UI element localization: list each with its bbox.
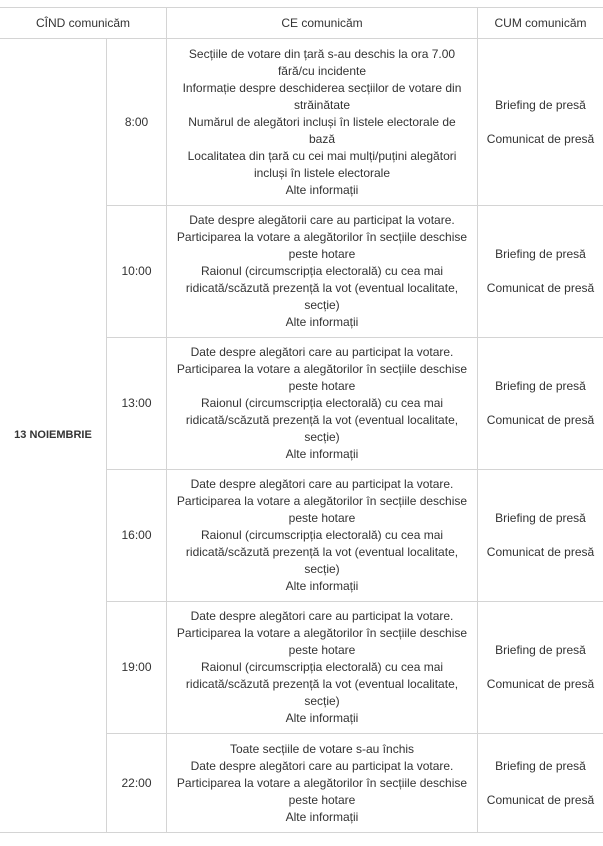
how-item: Briefing de presă xyxy=(478,758,603,775)
communication-schedule-table xyxy=(0,7,603,833)
how-item: Briefing de presă xyxy=(478,378,603,395)
how-item: Briefing de presă xyxy=(478,246,603,263)
what-line: peste hotare xyxy=(171,510,473,527)
what-line: peste hotare xyxy=(171,246,473,263)
what-line: Alte informații xyxy=(171,710,473,727)
how-item: Comunicat de presă xyxy=(478,792,603,809)
what-line: peste hotare xyxy=(171,642,473,659)
what-line: ridicată/scăzută prezență la vot (eventual localitate, xyxy=(171,544,473,561)
what-line: Alte informații xyxy=(171,182,473,199)
what-line: ridicată/scăzută prezență la vot (eventual localitate, xyxy=(171,412,473,429)
what-line: bază xyxy=(171,131,473,148)
what-line: fără/cu incidente xyxy=(171,63,473,80)
what-line: Numărul de alegători incluși în listele electorale de xyxy=(171,114,473,131)
what-line: Toate secțiile de votare s-au închis xyxy=(171,741,473,758)
what-line: ridicată/scăzută prezență la vot (eventual localitate, xyxy=(171,676,473,693)
how-spacer xyxy=(478,114,603,131)
what-line: secție) xyxy=(171,429,473,446)
what-line: străinătate xyxy=(171,97,473,114)
what-line: Alte informații xyxy=(171,314,473,331)
what-line: secție) xyxy=(171,297,473,314)
how-cell xyxy=(478,602,603,734)
how-spacer xyxy=(478,263,603,280)
time-cell: 22:00 xyxy=(107,734,167,833)
what-line: Raionul (circumscripția electorală) cu cea mai xyxy=(171,263,473,280)
table-header-row xyxy=(0,8,603,39)
header-how: CUM comunicăm xyxy=(478,8,603,39)
what-line: Participarea la votare a alegătorilor în secțiile deschise xyxy=(171,229,473,246)
table-body xyxy=(0,39,603,833)
what-cell xyxy=(167,338,478,470)
table-row xyxy=(0,39,603,206)
how-item: Comunicat de presă xyxy=(478,131,603,148)
what-cell xyxy=(167,470,478,602)
what-line: Secțiile de votare din țară s-au deschis la ora 7.00 xyxy=(171,46,473,63)
what-cell xyxy=(167,206,478,338)
what-line: Participarea la votare a alegătorilor în secțiile deschise xyxy=(171,361,473,378)
time-cell: 13:00 xyxy=(107,338,167,470)
what-line: peste hotare xyxy=(171,792,473,809)
how-spacer xyxy=(478,659,603,676)
time-cell: 8:00 xyxy=(107,39,167,206)
time-cell: 16:00 xyxy=(107,470,167,602)
what-line: Date despre alegătorii care au participat la votare. xyxy=(171,212,473,229)
time-cell: 19:00 xyxy=(107,602,167,734)
how-spacer xyxy=(478,395,603,412)
how-cell xyxy=(478,39,603,206)
what-line: Date despre alegători care au participat la votare. xyxy=(171,476,473,493)
how-cell xyxy=(478,470,603,602)
what-line: Alte informații xyxy=(171,578,473,595)
what-line: Localitatea din țară cu cei mai mulți/puțini alegători xyxy=(171,148,473,165)
what-cell xyxy=(167,602,478,734)
what-line: incluși în listele electorale xyxy=(171,165,473,182)
what-line: Raionul (circumscripția electorală) cu cea mai xyxy=(171,659,473,676)
what-line: secție) xyxy=(171,693,473,710)
how-cell xyxy=(478,338,603,470)
what-line: Date despre alegători care au participat la votare. xyxy=(171,344,473,361)
how-item: Briefing de presă xyxy=(478,97,603,114)
what-cell xyxy=(167,39,478,206)
header-when: CÎND comunicăm xyxy=(0,8,167,39)
how-spacer xyxy=(478,527,603,544)
what-line: secție) xyxy=(171,561,473,578)
what-line: Raionul (circumscripția electorală) cu cea mai xyxy=(171,527,473,544)
date-cell: 13 NOIEMBRIE xyxy=(0,39,107,833)
how-item: Briefing de presă xyxy=(478,510,603,527)
what-line: Alte informații xyxy=(171,809,473,826)
how-item: Comunicat de presă xyxy=(478,280,603,297)
what-line: peste hotare xyxy=(171,378,473,395)
what-line: Alte informații xyxy=(171,446,473,463)
how-item: Comunicat de presă xyxy=(478,412,603,429)
how-spacer xyxy=(478,775,603,792)
how-item: Comunicat de presă xyxy=(478,544,603,561)
how-cell xyxy=(478,206,603,338)
what-line: Date despre alegători care au participat la votare. xyxy=(171,758,473,775)
what-line: Participarea la votare a alegătorilor în secțiile deschise xyxy=(171,493,473,510)
how-cell xyxy=(478,734,603,833)
how-item: Briefing de presă xyxy=(478,642,603,659)
what-line: Participarea la votare a alegătorilor în secțiile deschise xyxy=(171,625,473,642)
what-line: ridicată/scăzută prezență la vot (eventual localitate, xyxy=(171,280,473,297)
what-line: Informație despre deschiderea secțiilor de votare din xyxy=(171,80,473,97)
what-line: Participarea la votare a alegătorilor în secțiile deschise xyxy=(171,775,473,792)
what-line: Date despre alegători care au participat la votare. xyxy=(171,608,473,625)
time-cell: 10:00 xyxy=(107,206,167,338)
what-line: Raionul (circumscripția electorală) cu cea mai xyxy=(171,395,473,412)
header-what: CE comunicăm xyxy=(167,8,478,39)
what-cell xyxy=(167,734,478,833)
how-item: Comunicat de presă xyxy=(478,676,603,693)
